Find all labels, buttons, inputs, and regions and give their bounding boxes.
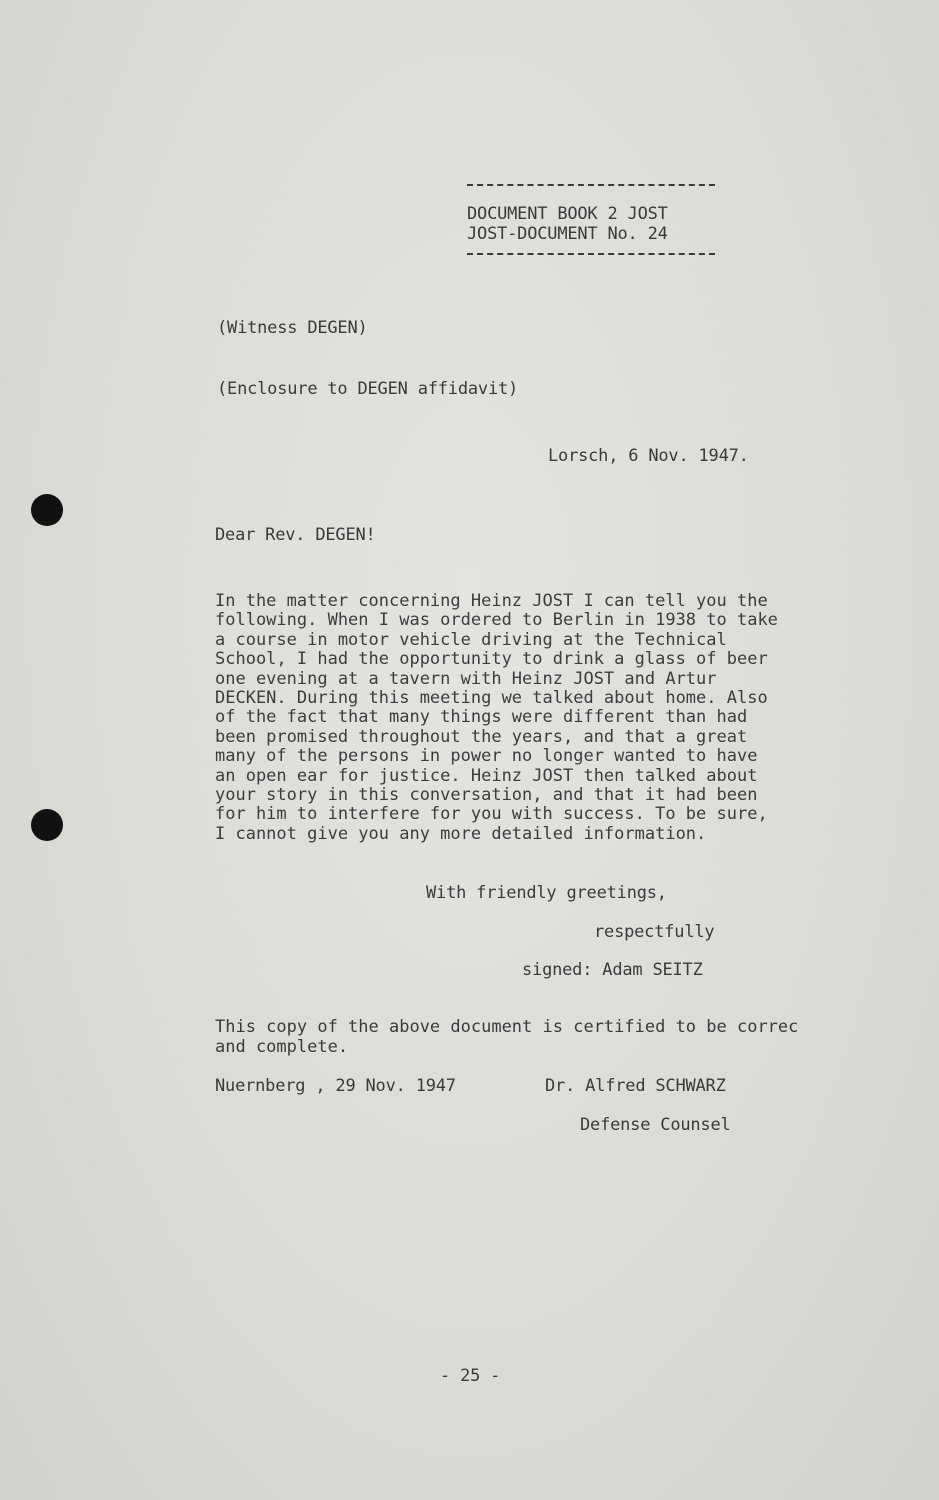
page-number: - 25 - bbox=[440, 1366, 501, 1386]
enclosure-line: (Enclosure to DEGEN affidavit) bbox=[217, 379, 519, 399]
header-rule-top bbox=[467, 184, 715, 186]
document-number-label: JOST-DOCUMENT No. 24 bbox=[467, 224, 668, 244]
punch-hole-top bbox=[31, 494, 63, 526]
place-date: Lorsch, 6 Nov. 1947. bbox=[548, 446, 749, 466]
counsel-name: Dr. Alfred SCHWARZ bbox=[545, 1076, 726, 1096]
witness-line: (Witness DEGEN) bbox=[217, 318, 368, 338]
signature-line: signed: Adam SEITZ bbox=[522, 960, 703, 980]
closing-respectfully: respectfully bbox=[594, 922, 715, 942]
certification-text: This copy of the above document is certified to be correc and complete. bbox=[215, 1017, 799, 1057]
salutation: Dear Rev. DEGEN! bbox=[215, 525, 376, 545]
header-rule-bottom bbox=[467, 253, 715, 255]
document-book-label: DOCUMENT BOOK 2 JOST bbox=[467, 204, 668, 224]
closing-greeting: With friendly greetings, bbox=[426, 883, 667, 903]
punch-hole-bottom bbox=[31, 809, 63, 841]
certification-place-date: Nuernberg , 29 Nov. 1947 bbox=[215, 1076, 456, 1096]
letter-body: In the matter concerning Heinz JOST I can tell you the following. When I was ordered to Berlin in 1938 to take a course in motor vehicle driving at the Technical School, I had the opportunity to drink a glass of beer one evening at a tavern with Heinz JOST and Artur DECKEN. During this meeting we talked about home. Also of the fact that many things were different than had been promised throughout the years, and that a great many of the persons in power no longer wanted to have an open ear for justice. Heinz JOST then talked about your story in this conversation, and that it had been for him to interfere for you with success. To be sure, I cannot give you any more detailed information. bbox=[215, 591, 778, 844]
counsel-title: Defense Counsel bbox=[580, 1115, 731, 1135]
